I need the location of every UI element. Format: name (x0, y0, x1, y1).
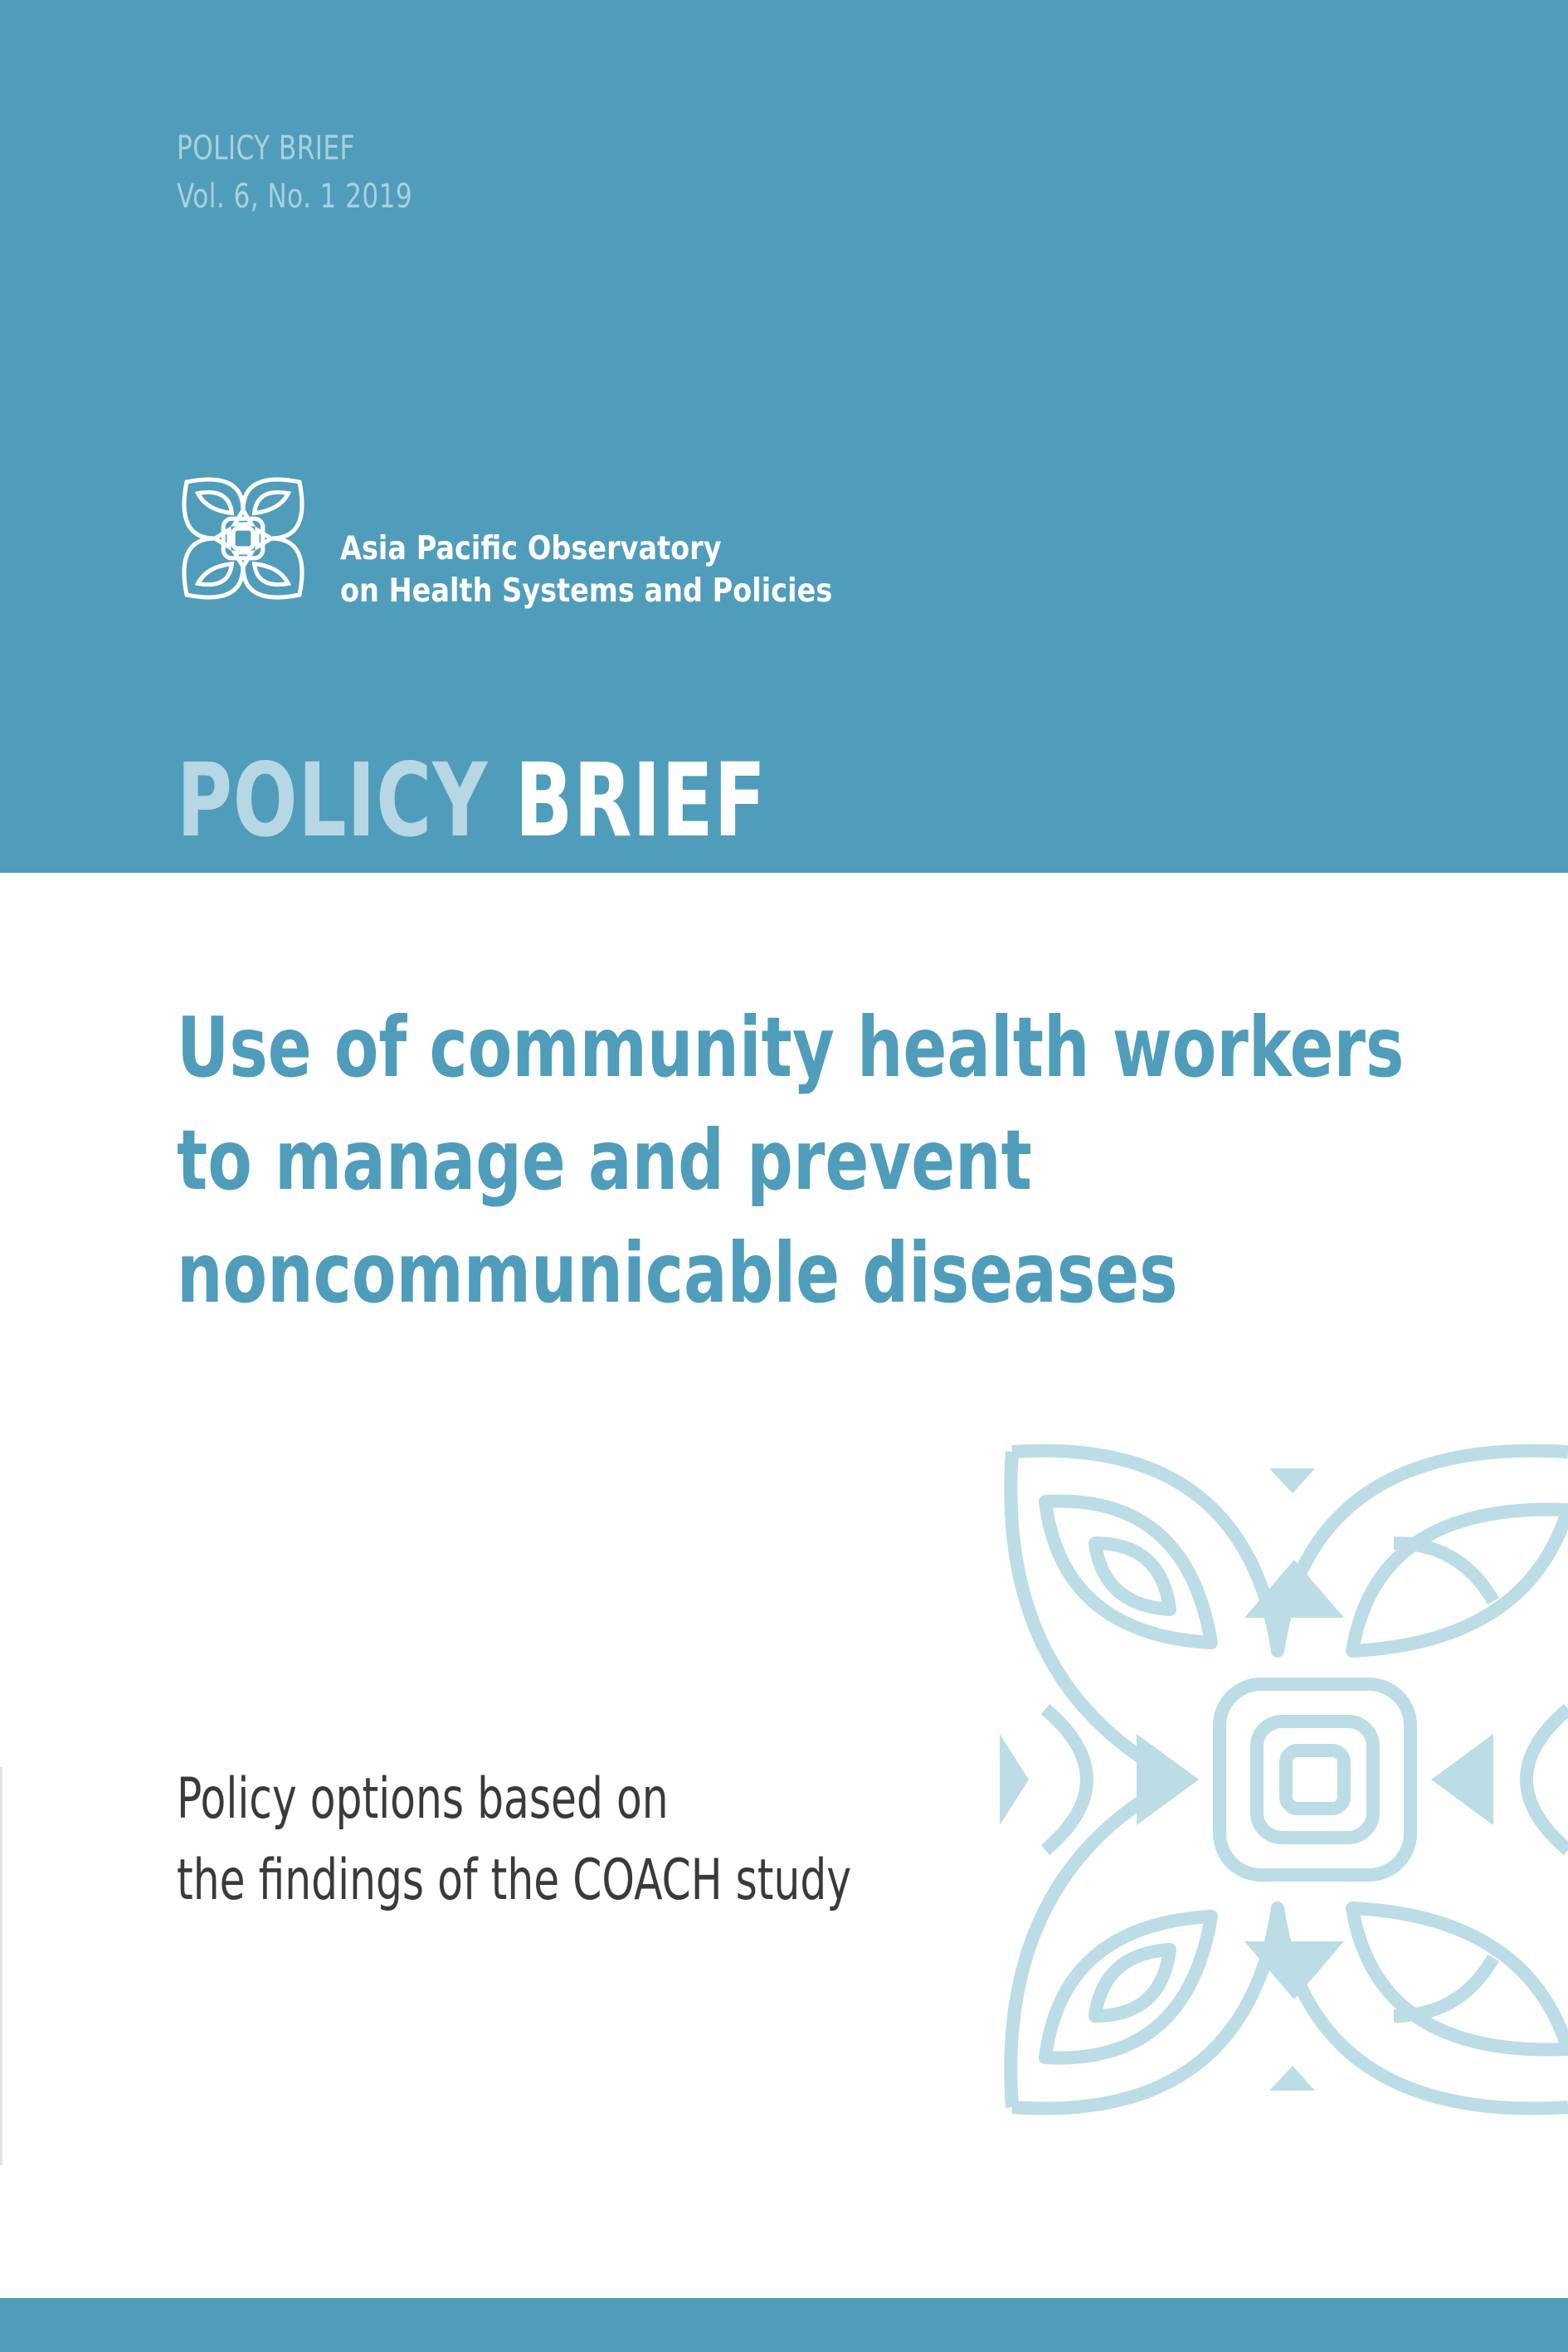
subtitle-line1: Policy options based on (177, 1766, 669, 1832)
observatory-knot-icon (173, 467, 314, 610)
title-line2: to manage and prevent (177, 1112, 1032, 1209)
organization-name-line1: Asia Pacific Observatory (340, 530, 722, 567)
policy-brief-heading (177, 743, 767, 859)
left-edge-rule (0, 1767, 2, 2165)
title-line1: Use of community health workers (177, 999, 1405, 1096)
subtitle-line2: the findings of the COACH study (177, 1848, 852, 1913)
series-name: POLICY BRIEF (177, 129, 355, 168)
document-subtitle (177, 1759, 851, 1921)
decorative-knot-pattern-icon (996, 1435, 1568, 2124)
brief-word: BRIEF (514, 742, 767, 859)
series-label (177, 124, 412, 221)
policy-word: POLICY (177, 742, 489, 859)
title-line3: noncommunicable diseases (177, 1225, 1178, 1322)
volume-info: Vol. 6, No. 1 2019 (177, 178, 413, 216)
document-title (177, 991, 1404, 1330)
organization-name (340, 528, 832, 612)
organization-name-line2: on Health Systems and Policies (340, 572, 833, 610)
bottom-color-band (0, 2298, 1568, 2352)
